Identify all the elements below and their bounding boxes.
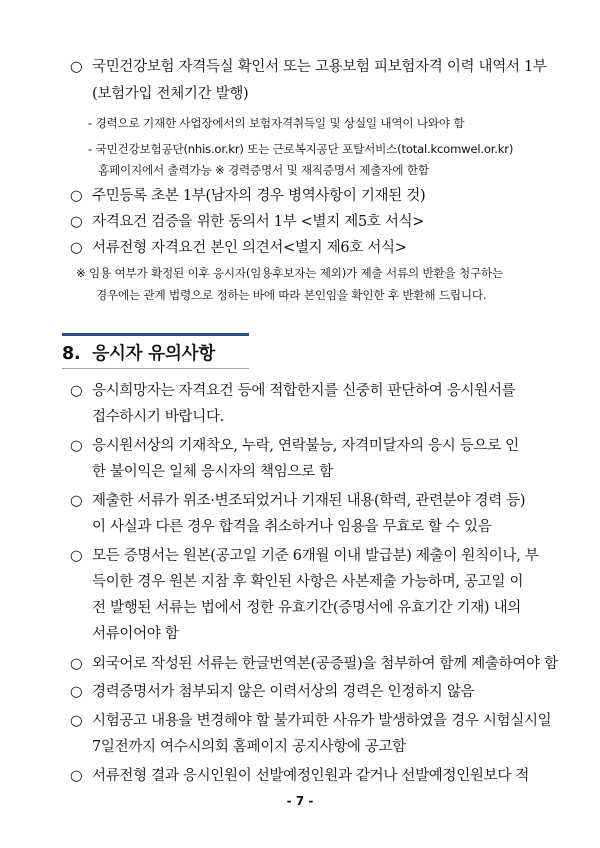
circle-bullet-icon: ○ (70, 768, 83, 784)
list-item-text: 제출한 서류가 위조·변조되었거나 기재된 내용(학력, 관련분야 경력 등) (92, 493, 526, 509)
list-item-text: 경력증명서가 첨부되지 않은 이력서상의 경력은 인정하지 않음 (92, 684, 475, 700)
circle-bullet-icon: ○ (70, 438, 83, 454)
list-item-continuation: 서류이어야 함 (92, 626, 179, 642)
list-item-text: 시험공고 내용을 변경해야 할 불가피한 사유가 발생하였을 경우 시험실시일 (92, 713, 552, 729)
list-item-text: 응시원서상의 기재착오, 누락, 연락불능, 자격미달자의 응시 등으로 인 (92, 438, 519, 454)
list-item-consent-form (70, 212, 424, 232)
list-item-text: 서류전형 자격요건 본인 의견서<별지 제6호 서식> (92, 240, 407, 256)
section-number: 8. (62, 344, 81, 364)
list-item-screening-result (70, 766, 529, 786)
circle-bullet-icon: ○ (70, 713, 83, 729)
list-item-careful-judgement (70, 381, 515, 401)
circle-bullet-icon: ○ (70, 214, 83, 230)
list-item-continuation: 7일전까지 여수시의회 홈페이지 공지사항에 공고함 (92, 739, 407, 755)
list-item-continuation: 이 사실과 다른 경우 합격을 취소하거나 임용을 무효로 할 수 있음 (92, 519, 492, 535)
list-item-notice-change (70, 711, 551, 731)
circle-bullet-icon: ○ (70, 188, 83, 204)
list-item-opinion-form (70, 238, 407, 258)
circle-bullet-icon: ○ (70, 656, 83, 672)
list-item-text: 외국어로 작성된 서류는 한글번역본(공증필)을 첨부하여 함께 제출하여야 함 (92, 656, 558, 672)
page-number: - 7 - (286, 794, 314, 808)
list-item-applicant-responsibility (70, 436, 519, 456)
list-item-continuation: 전 발행된 서류는 법에서 정한 유효기간(증명서에 유효기간 기재) 내의 (92, 600, 521, 616)
circle-bullet-icon: ○ (70, 548, 83, 564)
list-item-resident-registration (70, 186, 425, 206)
circle-bullet-icon: ○ (70, 684, 83, 700)
list-item-text: 응시희망자는 자격요건 등에 적합한지를 신중히 판단하여 응시원서를 (92, 383, 516, 399)
sub-item-insurance-websites: - 국민건강보험공단(nhis.or.kr) 또는 근로복지공단 포탈서비스(total.kcomwel.or.kr) (88, 142, 514, 156)
circle-bullet-icon: ○ (70, 59, 83, 75)
list-item-continuation: 득이한 경우 원본 지참 후 확인된 사항은 사본제출 가능하며, 공고일 이 (92, 574, 524, 590)
circle-bullet-icon: ○ (70, 383, 83, 399)
list-item-forged-documents (70, 491, 525, 511)
list-item-text: 모든 증명서는 원본(공고일 기준 6개월 이내 발급분) 제출이 원칙이나, 부 (92, 548, 539, 564)
list-item-continuation: 한 불이익은 일체 응시자의 책임으로 함 (92, 464, 333, 480)
sub-item-continuation: 홈페이지에서 출력가능 ※ 경력증명서 및 재직증명서 제출자에 한함 (98, 163, 429, 177)
section-heading-rule (62, 333, 249, 336)
list-item-text: 자격요건 검증을 위한 동의서 1부 <별지 제5호 서식> (92, 214, 425, 230)
list-item-foreign-language (70, 654, 558, 674)
list-item-original-certificates (70, 546, 539, 566)
section-heading-underline (62, 368, 249, 369)
list-item-text: 주민등록 초본 1부(남자의 경우 병역사항이 기재된 것) (92, 188, 426, 204)
list-item-career-certificate (70, 682, 474, 702)
list-item-insurance-certificate (70, 57, 547, 77)
section-heading (62, 340, 215, 365)
note-document-return: ※ 임용 여부가 확정된 이후 응시자(임용후보자는 제외)가 제출 서류의 반환을 청구하는 (76, 266, 504, 280)
sub-item-insurance-detail: - 경력으로 기재한 사업장에서의 보험자격취득일 및 상실일 내역이 나와야 함 (88, 116, 465, 130)
list-item-text: 국민건강보험 자격득실 확인서 또는 고용보험 피보험자격 이력 내역서 1부 (92, 59, 547, 75)
circle-bullet-icon: ○ (70, 493, 83, 509)
list-item-continuation: 접수하시기 바랍니다. (92, 409, 224, 425)
circle-bullet-icon: ○ (70, 240, 83, 256)
note-continuation: 경우에는 관계 법령으로 정하는 바에 따라 본인임을 확인한 후 반환해 드립니다. (96, 288, 487, 302)
section-title: 응시자 유의사항 (92, 344, 216, 364)
list-item-text: 서류전형 결과 응시인원이 선발예정인원과 같거나 선발예정인원보다 적 (92, 768, 530, 784)
list-item-continuation: (보험가입 전체기간 발행) (92, 86, 249, 102)
